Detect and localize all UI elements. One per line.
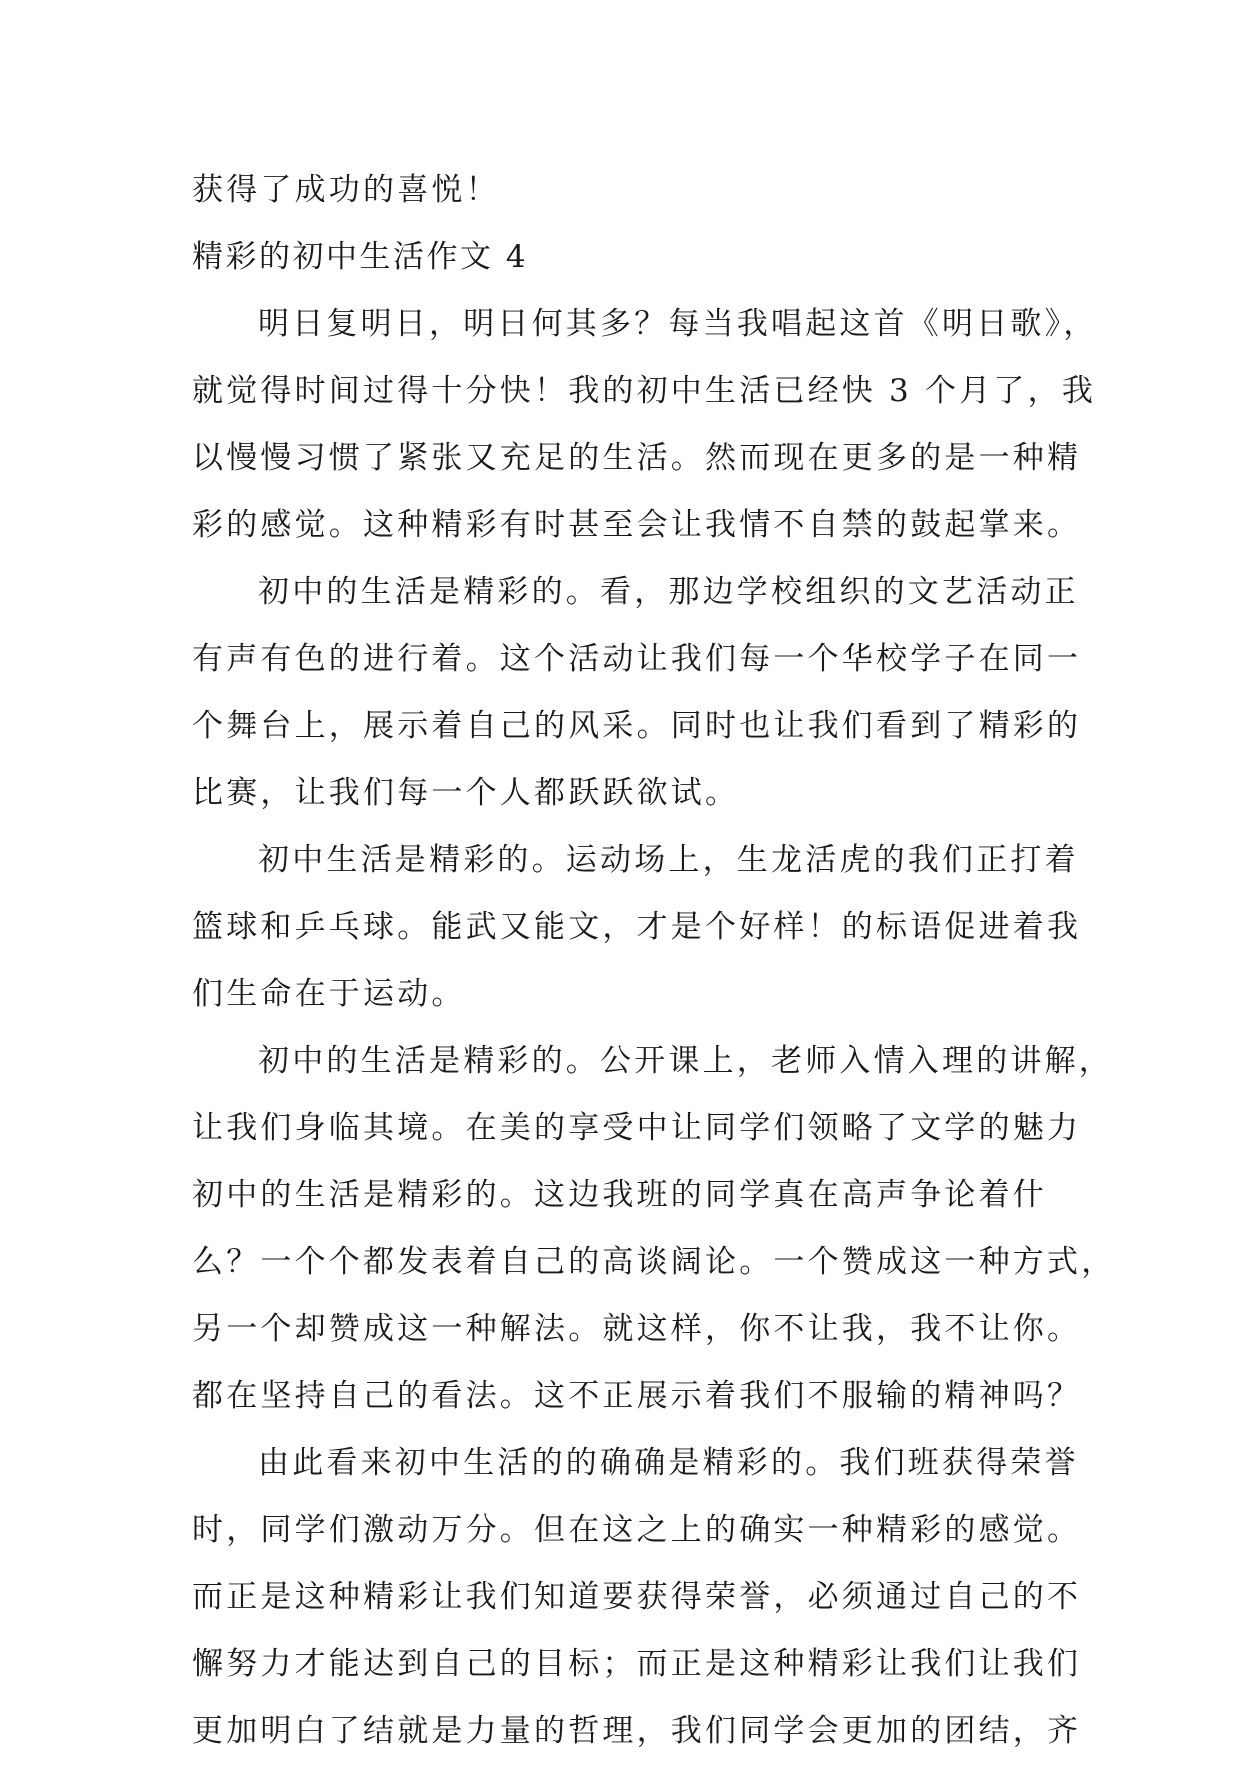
text-line: 明日复明日，明日何其多？每当我唱起这首《明日歌》， bbox=[258, 306, 1098, 342]
text-line: 就觉得时间过得十分快！我的初中生活已经快 3 个月了，我 bbox=[192, 373, 1097, 409]
text-line: 初中生活是精彩的。运动场上，生龙活虎的我们正打着 bbox=[258, 842, 1079, 878]
text-line: 时，同学们激动万分。但在这之上的确实一种精彩的感觉。 bbox=[192, 1512, 1082, 1548]
text-line: 更加明白了结就是力量的哲理，我们同学会更加的团结，齐 bbox=[192, 1713, 1082, 1749]
text-line: 们生命在于运动。 bbox=[192, 976, 466, 1012]
text-line: 初中的生活是精彩的。看，那边学校组织的文艺活动正 bbox=[258, 574, 1079, 610]
text-line: 么？一个个都发表着自己的高谈阔论。一个赞成这一种方式， bbox=[192, 1244, 1116, 1280]
text-line: 初中的生活是精彩的。公开课上，老师入情入理的讲解， bbox=[258, 1043, 1113, 1079]
text-line: 获得了成功的喜悦！ bbox=[192, 172, 500, 208]
document-body bbox=[192, 157, 1116, 1765]
text-line: 都在坚持自己的看法。这不正展示着我们不服输的精神吗？ bbox=[192, 1378, 1082, 1414]
text-line: 篮球和乒乓球。能武又能文，才是个好样！的标语促进着我 bbox=[192, 909, 1082, 945]
section-heading: 精彩的初中生活作文 4 bbox=[192, 239, 529, 275]
text-line: 让我们身临其境。在美的享受中让同学们领略了文学的魅力 bbox=[192, 1110, 1082, 1146]
text-line: 由此看来初中生活的的确确是精彩的。我们班获得荣誉 bbox=[258, 1445, 1079, 1481]
text-line: 而正是这种精彩让我们知道要获得荣誉，必须通过自己的不 bbox=[192, 1579, 1082, 1615]
text-line: 有声有色的进行着。这个活动让我们每一个华校学子在同一 bbox=[192, 641, 1082, 677]
text-line: 比赛，让我们每一个人都跃跃欲试。 bbox=[192, 775, 740, 811]
text-line: 初中的生活是精彩的。这边我班的同学真在高声争论着什 bbox=[192, 1177, 1047, 1213]
text-line: 以慢慢习惯了紧张又充足的生活。然而现在更多的是一种精 bbox=[192, 440, 1082, 476]
text-line: 个舞台上，展示着自己的风采。同时也让我们看到了精彩的 bbox=[192, 708, 1082, 744]
text-line: 彩的感觉。这种精彩有时甚至会让我情不自禁的鼓起掌来。 bbox=[192, 507, 1082, 543]
text-line: 懈努力才能达到自己的目标；而正是这种精彩让我们让我们 bbox=[192, 1646, 1082, 1682]
text-line: 另一个却赞成这一种解法。就这样，你不让我，我不让你。 bbox=[192, 1311, 1082, 1347]
